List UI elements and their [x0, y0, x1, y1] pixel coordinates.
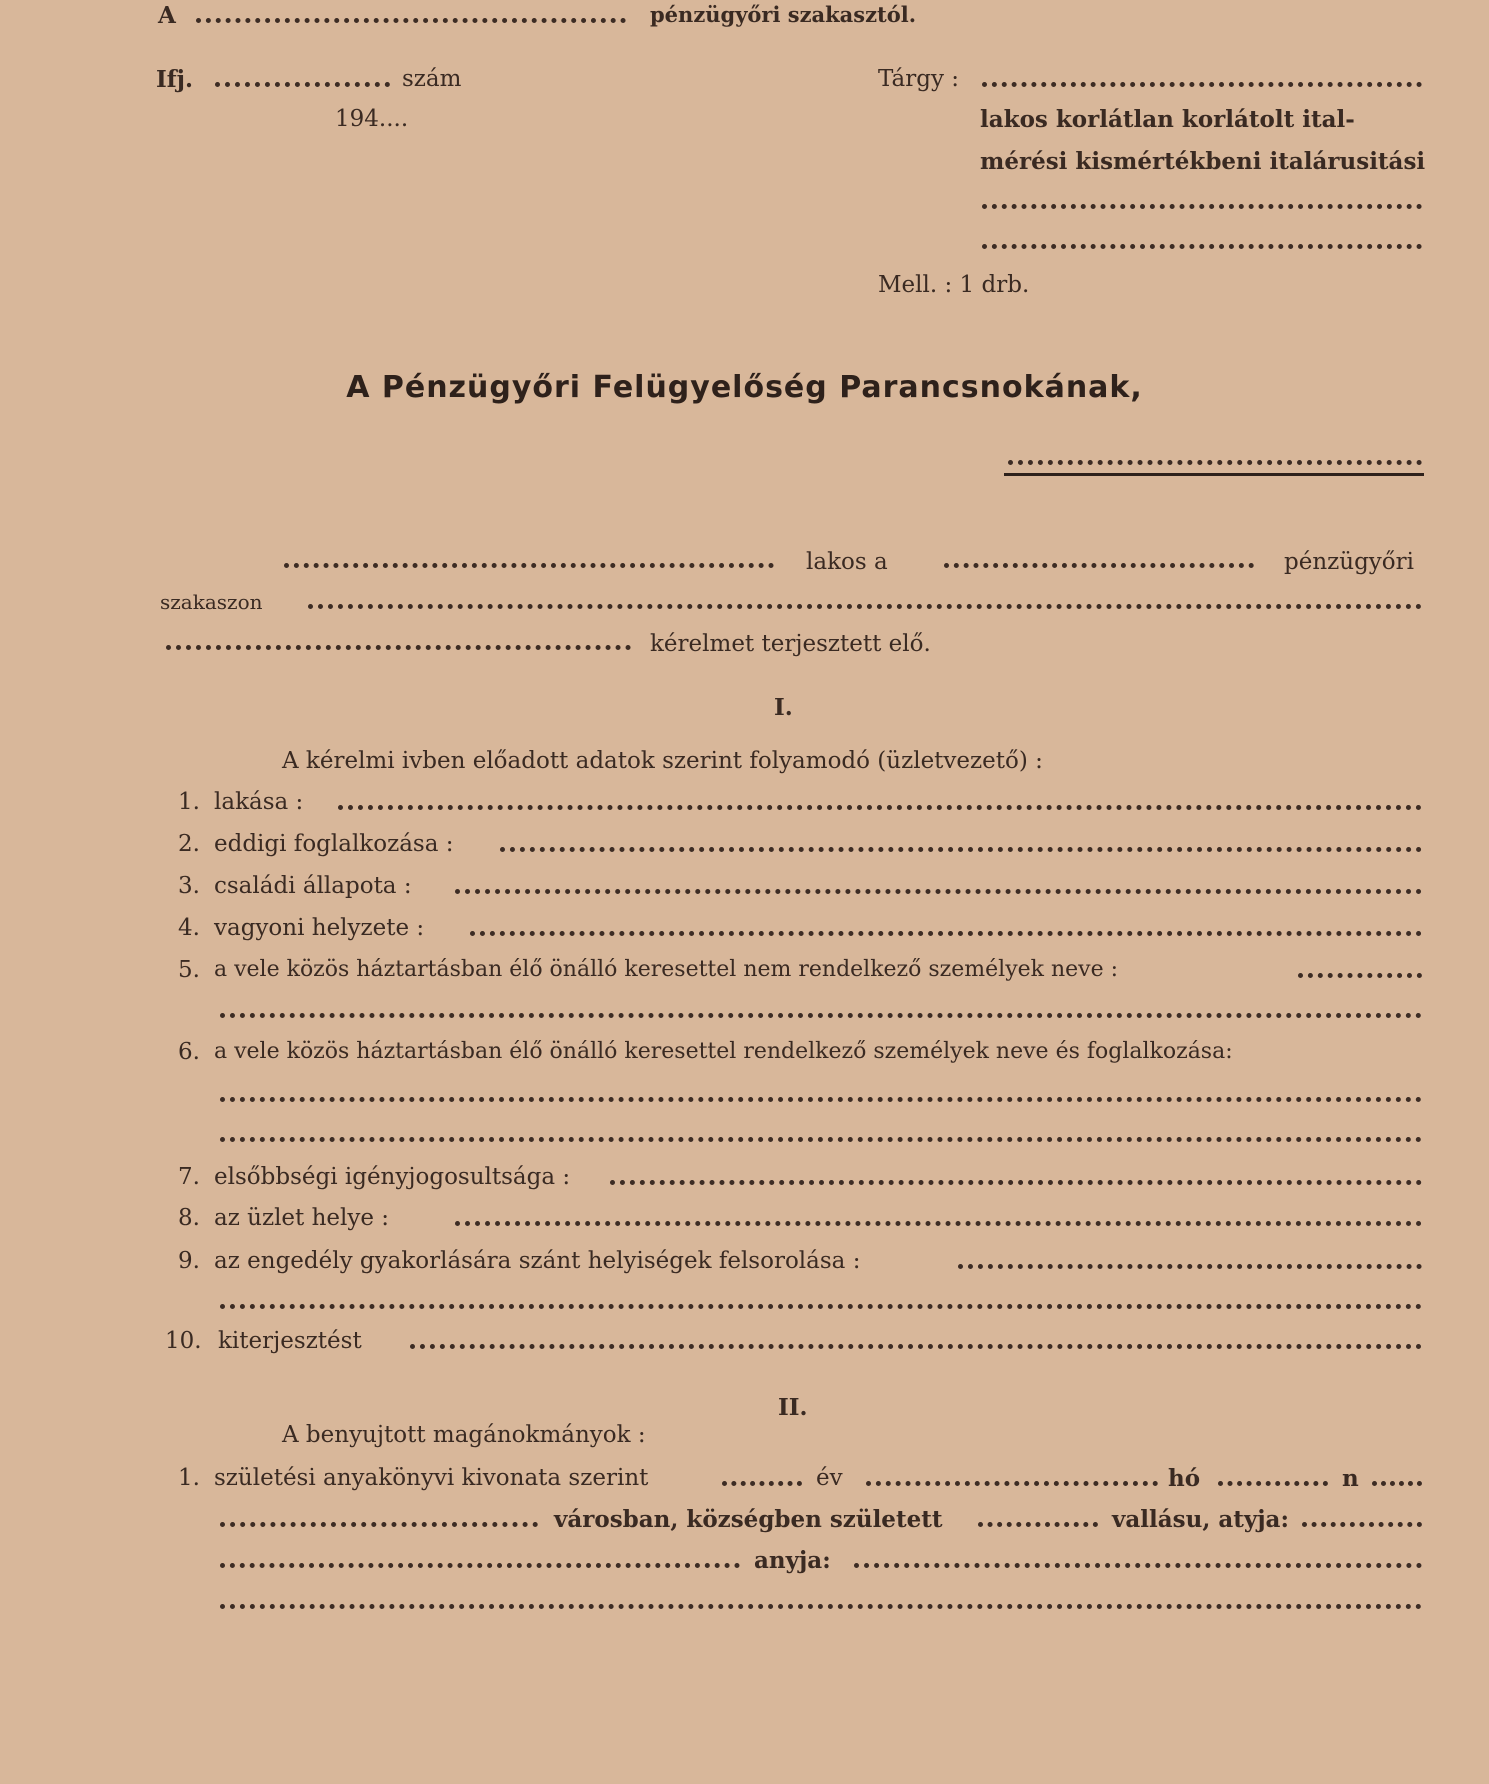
fill-line — [610, 1180, 1422, 1185]
year-label: 194.... — [335, 106, 409, 132]
item-number: 9. — [178, 1248, 200, 1274]
item-number: 6. — [178, 1039, 200, 1065]
item-number: 1. — [178, 789, 200, 815]
item-number: 1. — [178, 1465, 200, 1491]
item-label: a vele közös háztartásban élő önálló keresettel rendelkező személyek neve és foglalkozása: — [214, 1039, 1233, 1064]
fill-line — [220, 1522, 538, 1527]
fill-line — [196, 18, 626, 23]
item-label: az üzlet helye : — [214, 1205, 390, 1231]
item-number: 10. — [165, 1328, 202, 1354]
fill-line — [220, 1304, 1422, 1309]
birth-cert-label: születési anyakönyvi kivonata szerint — [214, 1465, 649, 1491]
item-label: elsőbbségi igényjogosultsága : — [214, 1164, 571, 1190]
fill-line — [866, 1481, 1158, 1486]
ifj-label: Ifj. — [156, 66, 193, 93]
item-number: 3. — [178, 873, 200, 899]
fill-line — [220, 1137, 1422, 1142]
fill-line — [722, 1481, 802, 1486]
fill-line — [220, 1013, 1422, 1018]
vallasu-label: vallásu, atyja: — [1112, 1506, 1289, 1533]
fill-line — [455, 1221, 1422, 1226]
fill-line — [215, 82, 390, 87]
section-i-lead: A kérelmi ivben előadott adatok szerint folyamodó (üzletvezető) : — [282, 748, 1043, 774]
varosban-label: városban, községben született — [554, 1506, 943, 1533]
penzugyori-label: pénzügyőri — [1284, 549, 1414, 575]
fill-line — [338, 805, 1422, 810]
fill-line — [1218, 1481, 1328, 1486]
fill-line — [1008, 460, 1422, 465]
fill-line — [982, 204, 1422, 209]
section-ii-heading: II. — [778, 1394, 808, 1421]
item-number: 4. — [178, 915, 200, 941]
fill-line — [220, 1604, 1422, 1609]
item-number: 8. — [178, 1205, 200, 1231]
szakaszon-label: szakaszon — [160, 590, 263, 614]
subject-line-1: lakos korlátlan korlátolt ital- — [980, 106, 1355, 133]
fill-line — [410, 1344, 1422, 1349]
item-label: kiterjesztést — [218, 1328, 362, 1354]
fill-line — [455, 889, 1422, 894]
title-underline — [1004, 473, 1424, 476]
szam-label: szám — [402, 66, 462, 92]
ho-label: hó — [1168, 1465, 1201, 1492]
fill-line — [1372, 1481, 1422, 1486]
item-number: 2. — [178, 831, 200, 857]
lakos-a-label: lakos a — [806, 549, 888, 575]
fill-line — [978, 1522, 1098, 1527]
item-label: az engedély gyakorlására szánt helyiségek felsorolása : — [214, 1248, 861, 1274]
fill-line — [220, 1097, 1422, 1102]
item-number: 5. — [178, 957, 200, 983]
fill-line — [470, 931, 1422, 936]
kerelmet-label: kérelmet terjesztett elő. — [650, 631, 931, 657]
item-label: eddigi foglalkozása : — [214, 831, 454, 857]
section-ii-lead: A benyujtott magánokmányok : — [282, 1422, 646, 1448]
fill-line — [500, 847, 1422, 852]
fill-line — [944, 563, 1254, 568]
targy-label: Tárgy : — [878, 66, 960, 92]
fill-line — [284, 563, 774, 568]
fill-line — [982, 244, 1422, 249]
ev-label: év — [816, 1465, 843, 1491]
item-number: 7. — [178, 1164, 200, 1190]
fill-line — [982, 82, 1422, 87]
n-label: n — [1342, 1465, 1359, 1492]
fill-line — [958, 1264, 1422, 1269]
subject-line-2: mérési kismértékbeni italárusitási — [980, 148, 1426, 175]
item-label: családi állapota : — [214, 873, 412, 899]
fill-line — [854, 1563, 1422, 1568]
page-title: A Pénzügyőri Felügyelőség Parancsnokának, — [346, 370, 1143, 405]
fill-line — [1302, 1522, 1422, 1527]
item-label: a vele közös háztartásban élő önálló keresettel nem rendelkező személyek neve : — [214, 957, 1119, 982]
anyja-label: anyja: — [754, 1547, 831, 1574]
fill-line — [308, 604, 1422, 609]
fill-line — [220, 1563, 740, 1568]
fill-line — [166, 645, 631, 650]
a-label: A — [158, 2, 176, 29]
item-label: lakása : — [214, 789, 304, 815]
item-label: vagyoni helyzete : — [214, 915, 425, 941]
section-i-heading: I. — [774, 694, 793, 721]
mell-label: Mell. : 1 drb. — [878, 272, 1030, 298]
section-from-label: pénzügyőri szakasztól. — [650, 2, 917, 27]
fill-line — [1298, 973, 1422, 978]
